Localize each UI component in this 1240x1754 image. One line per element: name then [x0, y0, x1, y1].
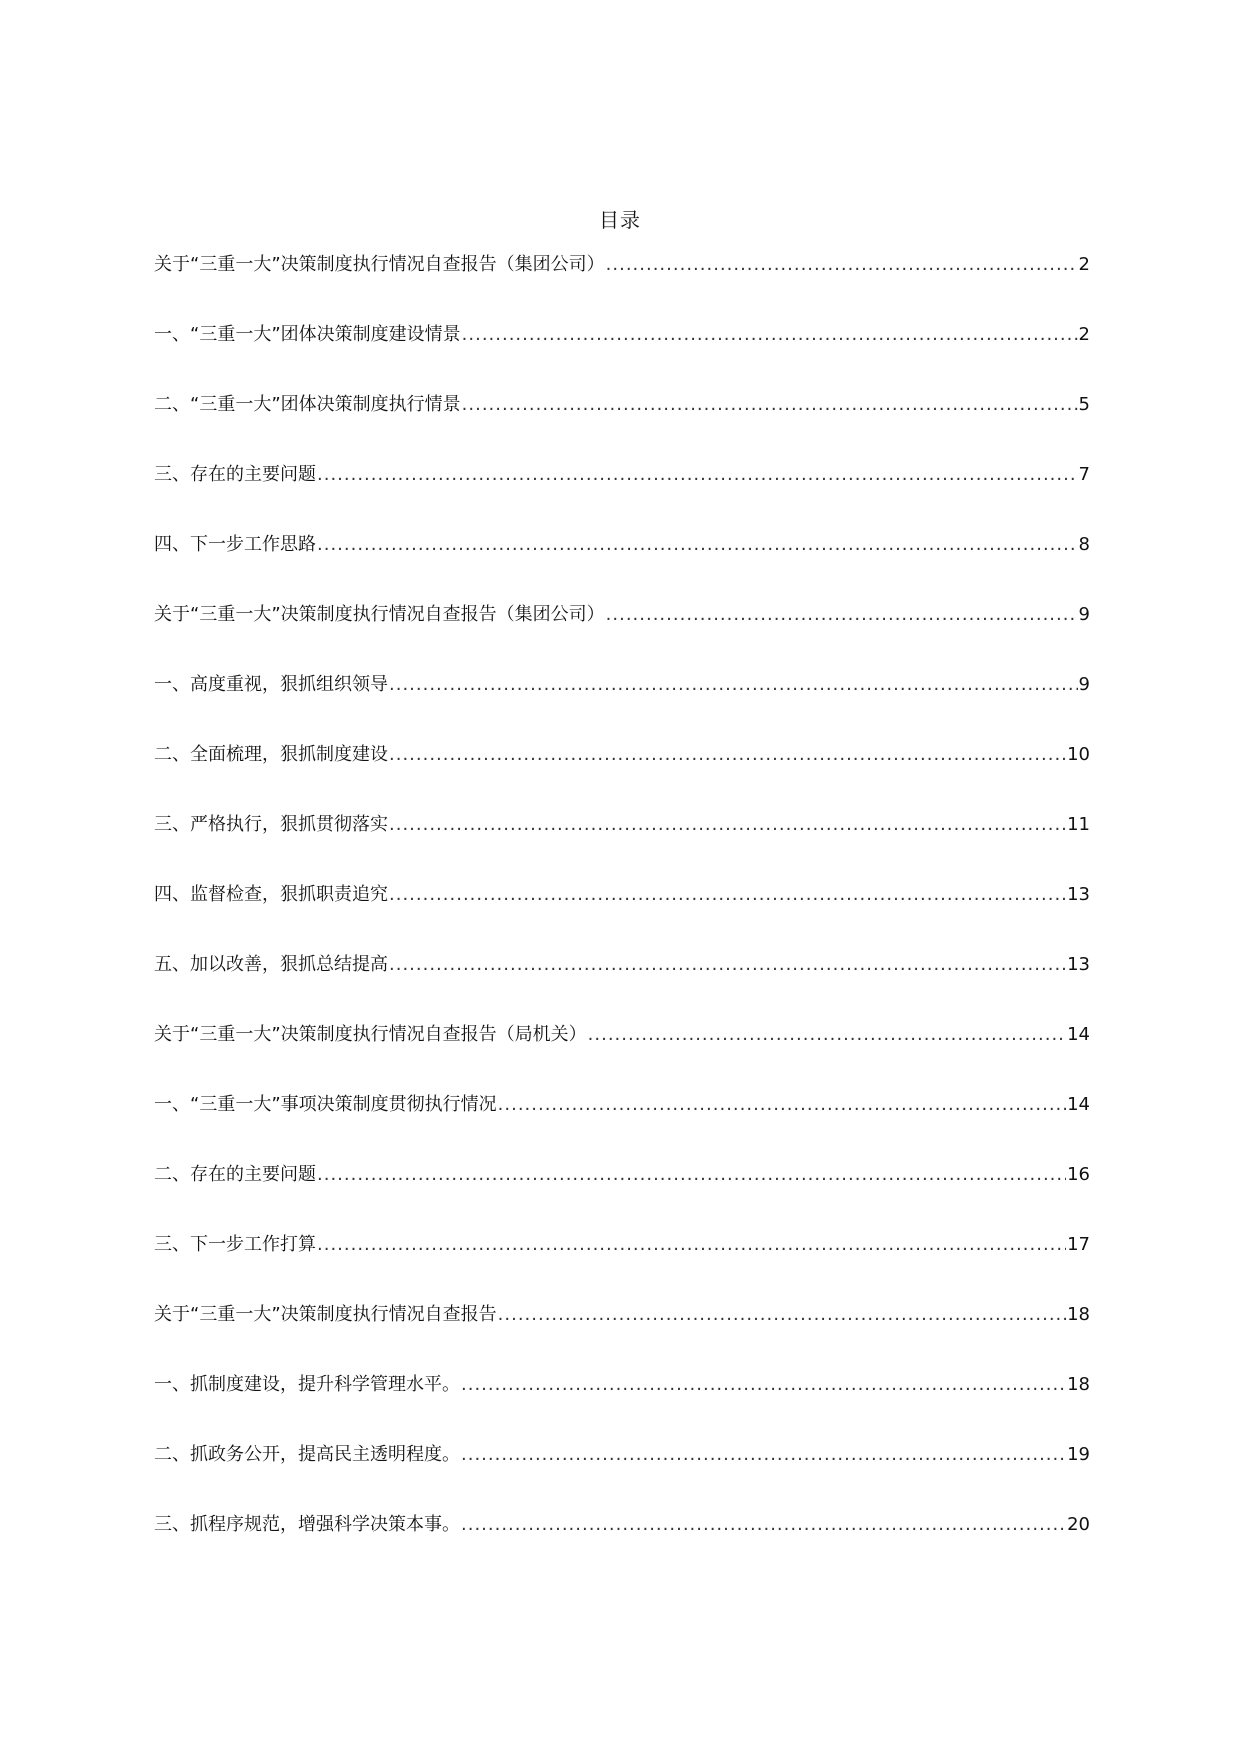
toc-list	[154, 250, 1090, 1580]
toc-entry[interactable]	[154, 530, 1090, 600]
toc-page-number: 14	[1067, 1094, 1090, 1115]
toc-dot-leader	[389, 950, 1066, 980]
toc-page-number: 16	[1067, 1164, 1090, 1185]
toc-entry[interactable]	[154, 810, 1090, 880]
toc-dot-leader	[461, 1370, 1066, 1400]
toc-dot-leader	[389, 670, 1078, 700]
toc-entry-text: 关于“三重一大”决策制度执行情况自查报告（局机关）	[154, 1024, 587, 1045]
toc-page-number: 9	[1078, 674, 1090, 695]
toc-page-number: 2	[1078, 254, 1090, 275]
toc-dot-leader	[317, 1160, 1066, 1190]
toc-entry[interactable]	[154, 950, 1090, 1020]
toc-entry-text: 一、高度重视，狠抓组织领导	[154, 674, 388, 695]
toc-entry[interactable]	[154, 600, 1090, 670]
toc-dot-leader	[461, 1440, 1066, 1470]
toc-page-number: 18	[1067, 1304, 1090, 1325]
toc-entry[interactable]	[154, 1230, 1090, 1300]
toc-dot-leader	[462, 390, 1078, 420]
toc-entry-text: 三、抓程序规范，增强科学决策本事。	[154, 1514, 460, 1535]
toc-entry-text: 一、“三重一大”事项决策制度贯彻执行情况	[154, 1094, 497, 1115]
toc-page-number: 11	[1067, 814, 1090, 835]
toc-dot-leader	[498, 1090, 1066, 1120]
toc-dot-leader	[498, 1300, 1066, 1330]
toc-entry-text: 一、“三重一大”团体决策制度建设情景	[154, 324, 461, 345]
toc-entry[interactable]	[154, 250, 1090, 320]
toc-entry[interactable]	[154, 740, 1090, 810]
toc-dot-leader	[588, 1020, 1066, 1050]
toc-page-number: 13	[1067, 954, 1090, 975]
toc-entry-text: 二、存在的主要问题	[154, 1164, 316, 1185]
toc-page-number: 7	[1078, 464, 1090, 485]
toc-dot-leader	[389, 740, 1066, 770]
toc-page-number: 14	[1067, 1024, 1090, 1045]
toc-dot-leader	[389, 810, 1066, 840]
toc-entry[interactable]	[154, 1160, 1090, 1230]
toc-dot-leader	[461, 1510, 1066, 1540]
toc-page-number: 19	[1067, 1444, 1090, 1465]
toc-entry[interactable]	[154, 670, 1090, 740]
toc-entry-text: 三、严格执行，狠抓贯彻落实	[154, 814, 388, 835]
toc-entry[interactable]	[154, 1440, 1090, 1510]
toc-entry-text: 四、下一步工作思路	[154, 534, 316, 555]
toc-page-number: 10	[1067, 744, 1090, 765]
toc-dot-leader	[462, 320, 1078, 350]
toc-entry[interactable]	[154, 1370, 1090, 1440]
toc-page-number: 2	[1078, 324, 1090, 345]
toc-dot-leader	[389, 880, 1066, 910]
toc-entry-text: 关于“三重一大”决策制度执行情况自查报告（集团公司）	[154, 254, 605, 275]
toc-title: 目录	[599, 208, 641, 232]
toc-page-number: 20	[1067, 1514, 1090, 1535]
toc-entry[interactable]	[154, 390, 1090, 460]
toc-entry[interactable]	[154, 460, 1090, 530]
toc-dot-leader	[317, 1230, 1066, 1260]
toc-entry[interactable]	[154, 1300, 1090, 1370]
toc-entry-text: 一、抓制度建设，提升科学管理水平。	[154, 1374, 460, 1395]
toc-page-number: 13	[1067, 884, 1090, 905]
toc-entry-text: 四、监督检查，狠抓职责追究	[154, 884, 388, 905]
toc-page-number: 9	[1078, 604, 1090, 625]
toc-entry[interactable]	[154, 320, 1090, 390]
toc-dot-leader	[317, 530, 1078, 560]
toc-dot-leader	[317, 460, 1078, 490]
toc-dot-leader	[606, 600, 1078, 630]
toc-entry-text: 关于“三重一大”决策制度执行情况自查报告	[154, 1304, 497, 1325]
toc-entry[interactable]	[154, 1510, 1090, 1580]
toc-entry-text: 五、加以改善，狠抓总结提高	[154, 954, 388, 975]
toc-entry-text: 二、抓政务公开，提高民主透明程度。	[154, 1444, 460, 1465]
toc-entry-text: 二、全面梳理，狠抓制度建设	[154, 744, 388, 765]
toc-entry-text: 三、下一步工作打算	[154, 1234, 316, 1255]
toc-page-number: 17	[1067, 1234, 1090, 1255]
toc-page-number: 5	[1078, 394, 1090, 415]
toc-page-number: 18	[1067, 1374, 1090, 1395]
toc-page-number: 8	[1078, 534, 1090, 555]
toc-dot-leader	[606, 250, 1078, 280]
toc-entry[interactable]	[154, 1090, 1090, 1160]
toc-entry-text: 关于“三重一大”决策制度执行情况自查报告（集团公司）	[154, 604, 605, 625]
toc-entry-text: 三、存在的主要问题	[154, 464, 316, 485]
toc-entry-text: 二、“三重一大”团体决策制度执行情景	[154, 394, 461, 415]
toc-entry[interactable]	[154, 1020, 1090, 1090]
toc-entry[interactable]	[154, 880, 1090, 950]
